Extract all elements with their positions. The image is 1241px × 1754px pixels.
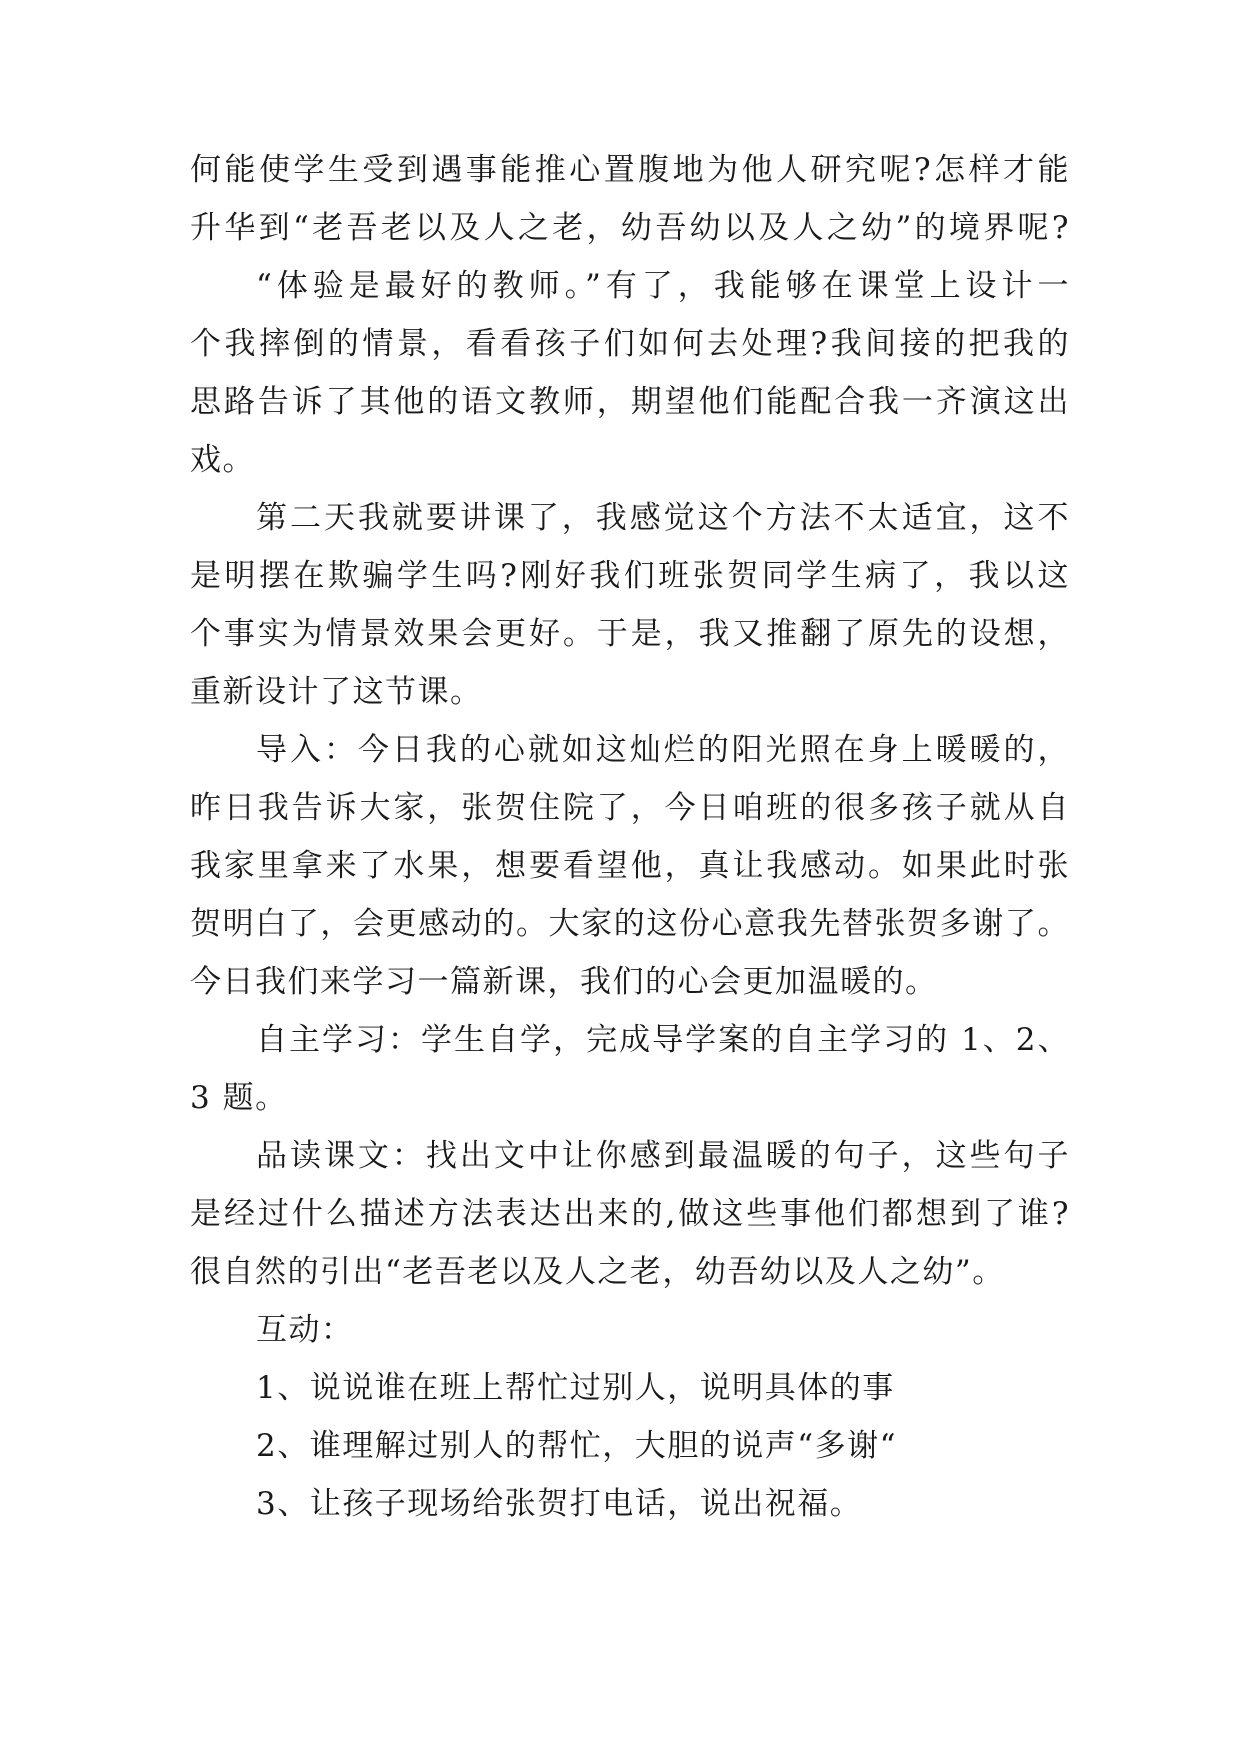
text-line: 我家里拿来了水果，想要看望他，真让我感动。如果此时张	[190, 848, 1070, 884]
text-line: 昨日我告诉大家，张贺住院了，今日咱班的很多孩子就从自	[190, 790, 1070, 826]
text-line: 是明摆在欺骗学生吗?刚好我们班张贺同学生病了，我以这	[190, 558, 1070, 594]
text-line: 品读课文：找出文中让你感到最温暖的句子，这些句子	[256, 1138, 1070, 1174]
list-item: 2、谁理解过别人的帮忙，大胆的说声“多谢“	[256, 1428, 897, 1464]
text-line: 很自然的引出“老吾老以及人之老，幼吾幼以及人之幼”。	[190, 1254, 1005, 1290]
text-line: 是经过什么描述方法表达出来的,做这些事他们都想到了谁?	[190, 1196, 1070, 1232]
text-line: 个事实为情景效果会更好。于是，我又推翻了原先的设想，	[190, 616, 1070, 652]
text-line: 3 题。	[190, 1080, 288, 1116]
text-line: 今日我们来学习一篇新课，我们的心会更加温暖的。	[190, 964, 938, 1000]
list-item: 1、说说谁在班上帮忙过别人，说明具体的事	[256, 1370, 895, 1406]
text-line: 导入：今日我的心就如这灿烂的阳光照在身上暖暖的，	[256, 732, 1070, 768]
text-line: 戏。	[190, 442, 255, 478]
text-line: 升华到“老吾老以及人之老，幼吾幼以及人之幼”的境界呢?	[190, 210, 1070, 246]
text-line: 思路告诉了其他的语文教师，期望他们能配合我一齐演这出	[190, 384, 1070, 420]
text-line: 自主学习：学生自学，完成导学案的自主学习的 1、2、	[256, 1022, 1070, 1058]
text-line: 互动：	[256, 1312, 354, 1348]
list-item: 3、让孩子现场给张贺打电话，说出祝福。	[256, 1486, 863, 1522]
text-line: 重新设计了这节课。	[190, 674, 483, 710]
text-line: 第二天我就要讲课了，我感觉这个方法不太适宜，这不	[256, 500, 1070, 536]
text-line: “体验是最好的教师。”有了，我能够在课堂上设计一	[256, 268, 1070, 304]
text-line: 个我摔倒的情景，看看孩子们如何去处理?我间接的把我的	[190, 326, 1070, 362]
text-line: 贺明白了，会更感动的。大家的这份心意我先替张贺多谢了。	[190, 906, 1070, 942]
text-line: 何能使学生受到遇事能推心置腹地为他人研究呢?怎样才能	[190, 152, 1070, 188]
